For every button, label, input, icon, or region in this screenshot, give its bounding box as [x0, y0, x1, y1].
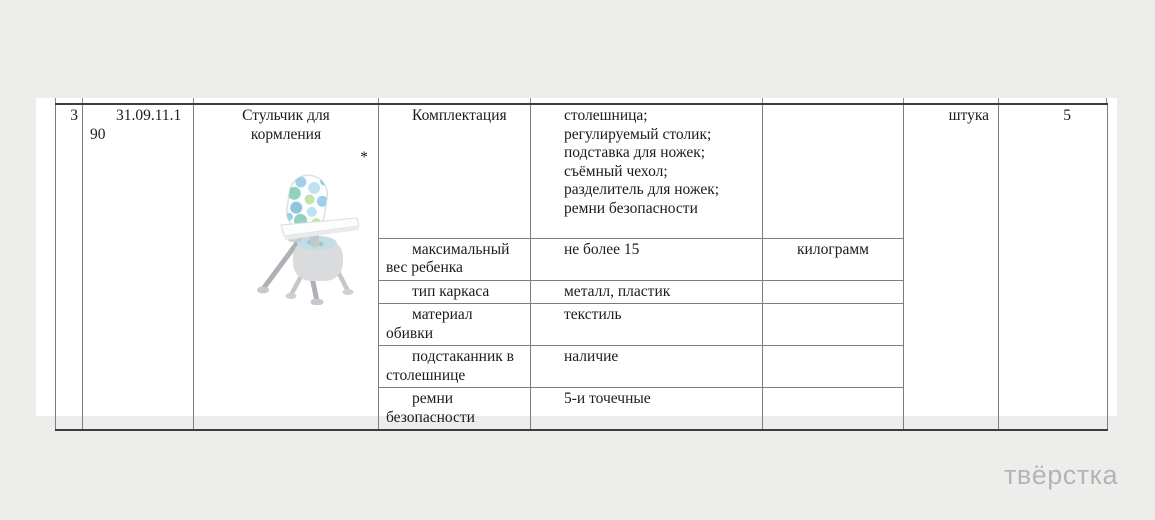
characteristic-value-line: металл, пластик — [564, 282, 671, 300]
characteristic-unit-cell — [763, 388, 904, 431]
item-code-cell — [83, 104, 194, 430]
characteristic-name-line: обивки — [386, 324, 434, 342]
item-number-cell — [56, 104, 83, 430]
characteristic-value-cell — [531, 346, 763, 388]
characteristic-value-cell — [531, 280, 763, 304]
characteristic-value-line: столешница; — [564, 107, 648, 124]
watermark-logo: твёрстка — [1004, 460, 1119, 490]
characteristic-name-cell — [379, 238, 531, 280]
characteristic-value-line: регулируемый столик; — [564, 125, 712, 143]
table-row — [56, 104, 1108, 238]
characteristic-unit-cell — [763, 280, 904, 304]
high-chair-product-image — [253, 173, 365, 305]
characteristic-name-line: тип каркаса — [412, 282, 490, 300]
item-name-line: кормления — [250, 125, 322, 143]
characteristic-name-line: столешнице — [386, 366, 466, 384]
characteristic-value-line: подставка для ножек; — [564, 144, 706, 161]
item-name-cell — [194, 104, 379, 430]
footnote-asterisk: * — [360, 149, 368, 166]
characteristic-unit-cell — [763, 104, 904, 238]
procurement-items-table — [55, 103, 1108, 431]
characteristic-value-line: съёмный чехол; — [564, 162, 668, 180]
characteristic-name: Комплектация — [412, 107, 507, 124]
item-unit: штука — [948, 107, 989, 124]
characteristic-name-cell — [379, 304, 531, 346]
characteristic-value-line: 5-и точечные — [564, 390, 651, 407]
characteristic-value-cell — [531, 388, 763, 431]
characteristic-name-cell — [379, 280, 531, 304]
characteristic-unit-cell — [763, 304, 904, 346]
characteristic-unit-cell — [763, 346, 904, 388]
characteristic-value-line: ремни безопасности — [564, 199, 698, 217]
document-page — [36, 98, 1117, 426]
characteristic-name-line: максимальный — [412, 240, 510, 258]
characteristic-name-line: ремни — [412, 390, 454, 407]
item-quantity: 5 — [1063, 107, 1071, 124]
characteristic-unit-cell — [763, 238, 904, 280]
characteristic-name-cell — [379, 388, 531, 431]
characteristic-value-line: текстиль — [564, 306, 622, 323]
item-number: 3 — [70, 107, 78, 124]
item-code-line: 31.09.11.1 — [116, 107, 182, 124]
characteristic-name-line: безопасности — [386, 408, 475, 426]
characteristic-value-line: не более 15 — [564, 240, 640, 258]
characteristic-name-line: вес ребенка — [386, 259, 463, 276]
item-code-line: 90 — [90, 125, 106, 143]
characteristic-unit: килограмм — [797, 240, 869, 258]
item-quantity-cell — [999, 104, 1108, 430]
characteristic-value-cell — [531, 304, 763, 346]
item-name-line: Стульчик для — [242, 107, 330, 124]
characteristic-value-line: разделитель для ножек; — [564, 181, 720, 198]
characteristic-name-line: материал — [412, 306, 473, 323]
characteristic-value-line: наличие — [564, 348, 619, 365]
characteristic-name-line: подстаканник в — [412, 348, 514, 365]
characteristic-name-cell — [379, 104, 531, 238]
item-unit-cell — [904, 104, 999, 430]
characteristic-value-cell — [531, 104, 763, 238]
characteristic-value-cell — [531, 238, 763, 280]
characteristic-name-cell — [379, 346, 531, 388]
